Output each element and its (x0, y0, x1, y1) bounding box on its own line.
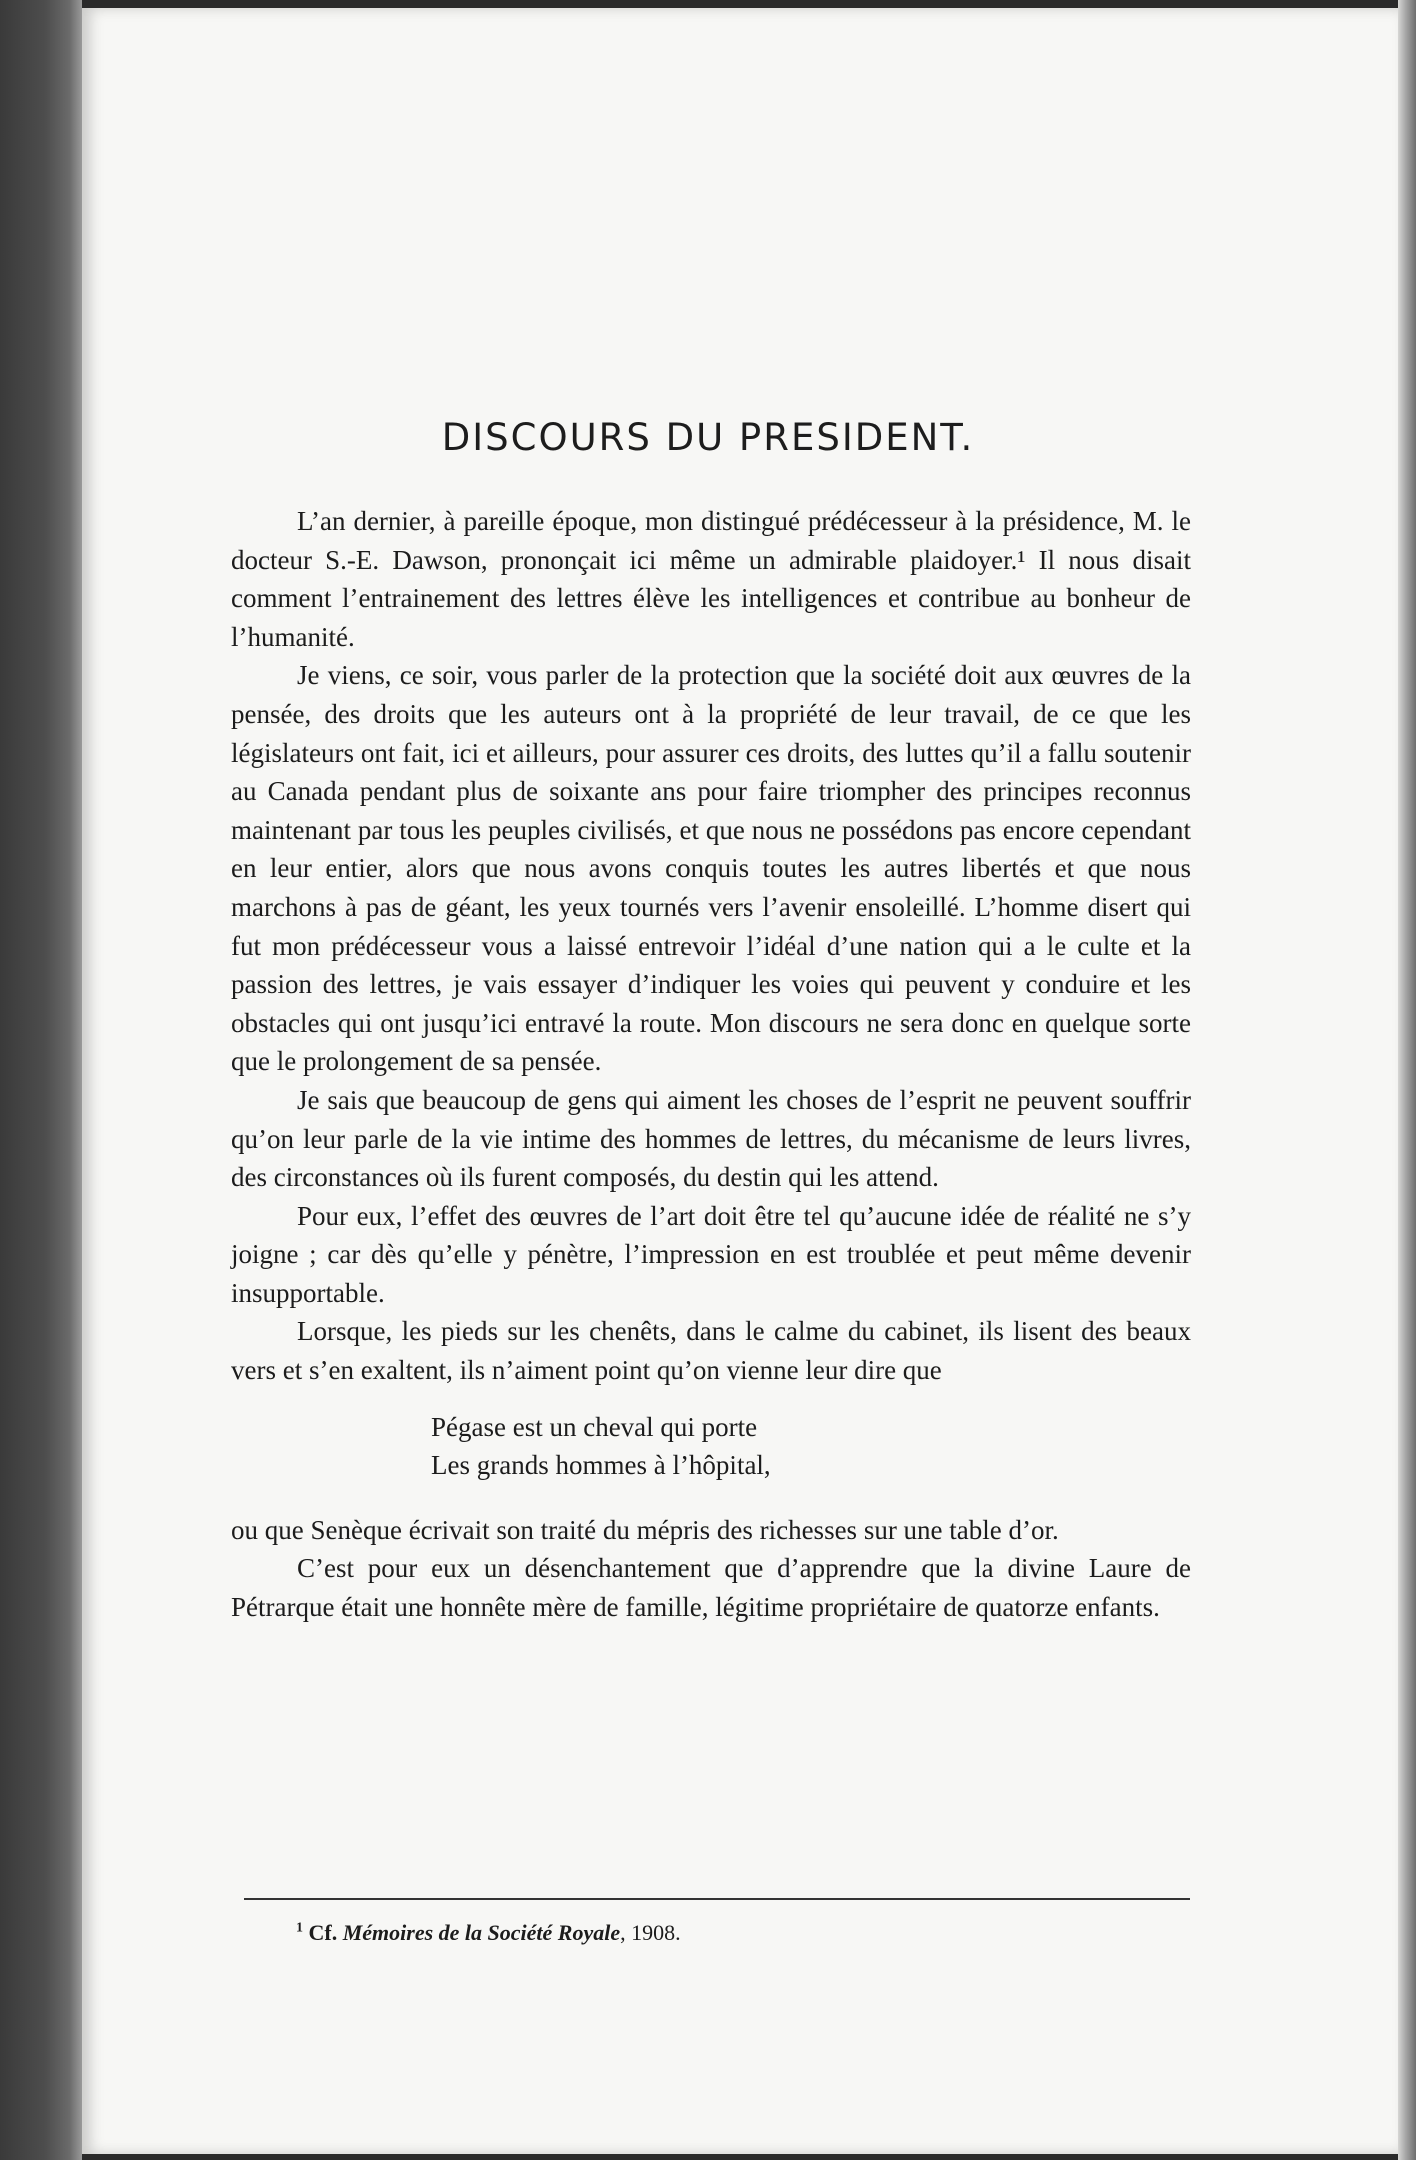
footnote-cf: Cf. (308, 1920, 338, 1945)
footnote-mark: 1 (296, 1920, 303, 1936)
footnote (296, 1920, 681, 1946)
footnote-title: Mémoires de la Société Royale (342, 1920, 621, 1945)
page-heading: DISCOURS DU PRESIDENT. (441, 416, 975, 459)
body-text (231, 502, 1191, 1627)
paragraph-3: Je sais que beaucoup de gens qui aiment les choses de l’esprit ne peuvent souffrir qu’on leur parle de la vie intime des hommes de lettres, du mécanisme de leurs livres, des circonstances où ils furent composés, du destin qui les attend. (231, 1084, 1191, 1193)
footnote-rule (244, 1898, 1190, 1900)
paragraph-2: Je viens, ce soir, vous parler de la protection que la société doit aux œuvres de la pensée, des droits que les auteurs ont à la propriété de leur travail, de ce que les législateurs ont fait, ici et ailleurs, pour assurer ces droits, des luttes qu’il a fallu soutenir au Canada pendant plus de soixante ans pour faire triompher des principes reconnus maintenant par tous les peuples civilisés, et que nous ne possédons pas encore cependant en leur entier, alors que nous avons conquis toutes les autres libertés et que nous marchons à pas de géant, les yeux tournés vers l’avenir ensoleillé. L’homme disert qui fut mon prédécesseur vous a laissé entrevoir l’idéal d’une nation qui a le culte et la passion des lettres, je vais essayer d’indiquer les voies qui peuvent y conduire et les obstacles qui ont jusqu’ici entravé la route. Mon discours ne sera donc en quelque sorte que le prolongement de sa pensée. (231, 660, 1191, 1077)
paragraph-continuation: ou que Senèque écrivait son traité du mépris des richesses sur une table d’or. (231, 1514, 1059, 1545)
paragraph-4: Pour eux, l’effet des œuvres de l’art doit être tel qu’aucune idée de réalité ne s’y joigne ; car dès qu’elle y pénètre, l’impression en est troublée et peut même devenir insupportable. (231, 1200, 1191, 1308)
verse-quote (431, 1408, 1191, 1485)
verse-line-2: Les grands hommes à l’hôpital, (431, 1450, 771, 1481)
page-edge (1398, 0, 1416, 2160)
paragraph-1: L’an dernier, à pareille époque, mon distingué prédécesseur à la présidence, M. le docteur S.-E. Dawson, prononçait ici même un admirable plaidoyer.¹ Il nous disait comment l’entrainement des lettres élève les intelligences et contribue au bonheur de l’humanité. (231, 506, 1191, 652)
book-spine (0, 0, 82, 2160)
paragraph-6: C’est pour eux un désenchantement que d’apprendre que la divine Laure de Pétrarque était une honnête mère de famille, légitime propriétaire de quatorze enfants. (231, 1553, 1191, 1623)
paragraph-5: Lorsque, les pieds sur les chenêts, dans le calme du cabinet, ils lisent des beaux vers et s’en exaltent, ils n’aiment point qu’on vienne leur dire que (231, 1316, 1191, 1386)
footnote-year: , 1908. (620, 1920, 681, 1945)
verse-line-1: Pégase est un cheval qui porte (431, 1411, 758, 1442)
